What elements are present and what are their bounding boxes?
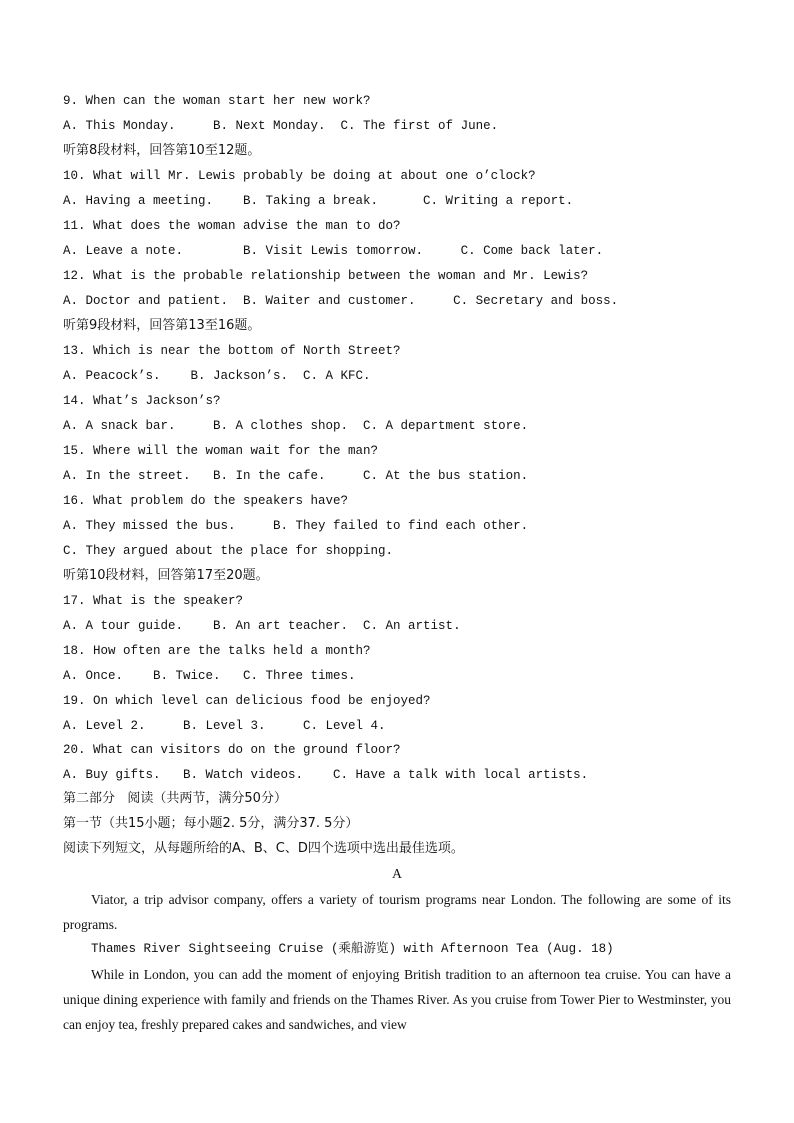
question-17-options: A. A tour guide. B. An art teacher. C. An artist. <box>63 619 461 633</box>
question-16-option-c: C. They argued about the place for shopping. <box>63 544 394 558</box>
question-19: 19. On which level can delicious food be enjoyed? <box>63 694 431 708</box>
part-2-heading: 第二部分 阅读（共两节，满分50分） <box>63 791 287 806</box>
reading-instruction: 阅读下列短文，从每题所给的A、B、C、D四个选项中选出最佳选项。 <box>63 841 464 856</box>
question-14-options: A. A snack bar. B. A clothes shop. C. A department store. <box>63 419 529 433</box>
question-16-options-a-b: A. They missed the bus. B. They failed to find each other. <box>63 519 529 533</box>
question-9: 9. When can the woman start her new work? <box>63 94 371 108</box>
question-15: 15. Where will the woman wait for the man? <box>63 444 379 458</box>
question-15-options: A. In the street. B. In the cafe. C. At the bus station. <box>63 469 529 483</box>
section-1-heading: 第一节（共15小题；每小题2. 5分，满分37. 5分） <box>63 816 359 831</box>
question-20: 20. What can visitors do on the ground floor? <box>63 743 401 757</box>
section-8-heading: 听第8段材料，回答第10至12题。 <box>63 143 261 158</box>
question-19-options: A. Level 2. B. Level 3. C. Level 4. <box>63 719 386 733</box>
question-13-options: A. Peacock’s. B. Jackson’s. C. A KFC. <box>63 369 371 383</box>
question-18-options: A. Once. B. Twice. C. Three times. <box>63 669 356 683</box>
question-9-options: A. This Monday. B. Next Monday. C. The first of June. <box>63 119 499 133</box>
question-12-options: A. Doctor and patient. B. Waiter and customer. C. Secretary and boss. <box>63 294 619 308</box>
program-title: Thames River Sightseeing Cruise (乘船游览) with Afternoon Tea (Aug. 18) <box>91 942 614 956</box>
question-20-options: A. Buy gifts. B. Watch videos. C. Have a talk with local artists. <box>63 768 589 782</box>
question-17: 17. What is the speaker? <box>63 594 244 608</box>
question-14: 14. What’s Jackson’s? <box>63 394 221 408</box>
passage-label: A <box>392 866 402 881</box>
question-13: 13. Which is near the bottom of North Street? <box>63 344 401 358</box>
passage-paragraph-2: While in London, you can add the moment of enjoying British tradition to an afternoon tea cruise. You can have a unique dining experience with family and friends on the Thames River. As you cruise from Tower Pier to Westminster, you can enjoy tea, freshly prepared cakes and sandwiches, and view <box>63 967 731 1032</box>
question-12: 12. What is the probable relationship between the woman and Mr. Lewis? <box>63 269 589 283</box>
section-9-heading: 听第9段材料，回答第13至16题。 <box>63 318 261 333</box>
passage-paragraph-1: Viator, a trip advisor company, offers a variety of tourism programs near London. The following are some of its programs. <box>63 892 731 932</box>
question-16: 16. What problem do the speakers have? <box>63 494 349 508</box>
question-11-options: A. Leave a note. B. Visit Lewis tomorrow. C. Come back later. <box>63 244 604 258</box>
section-10-heading: 听第10段材料，回答第17至20题。 <box>63 568 269 583</box>
question-11: 11. What does the woman advise the man to do? <box>63 219 401 233</box>
question-10: 10. What will Mr. Lewis probably be doing at about one o’clock? <box>63 169 536 183</box>
question-10-options: A. Having a meeting. B. Taking a break. C. Writing a report. <box>63 194 574 208</box>
question-18: 18. How often are the talks held a month? <box>63 644 371 658</box>
